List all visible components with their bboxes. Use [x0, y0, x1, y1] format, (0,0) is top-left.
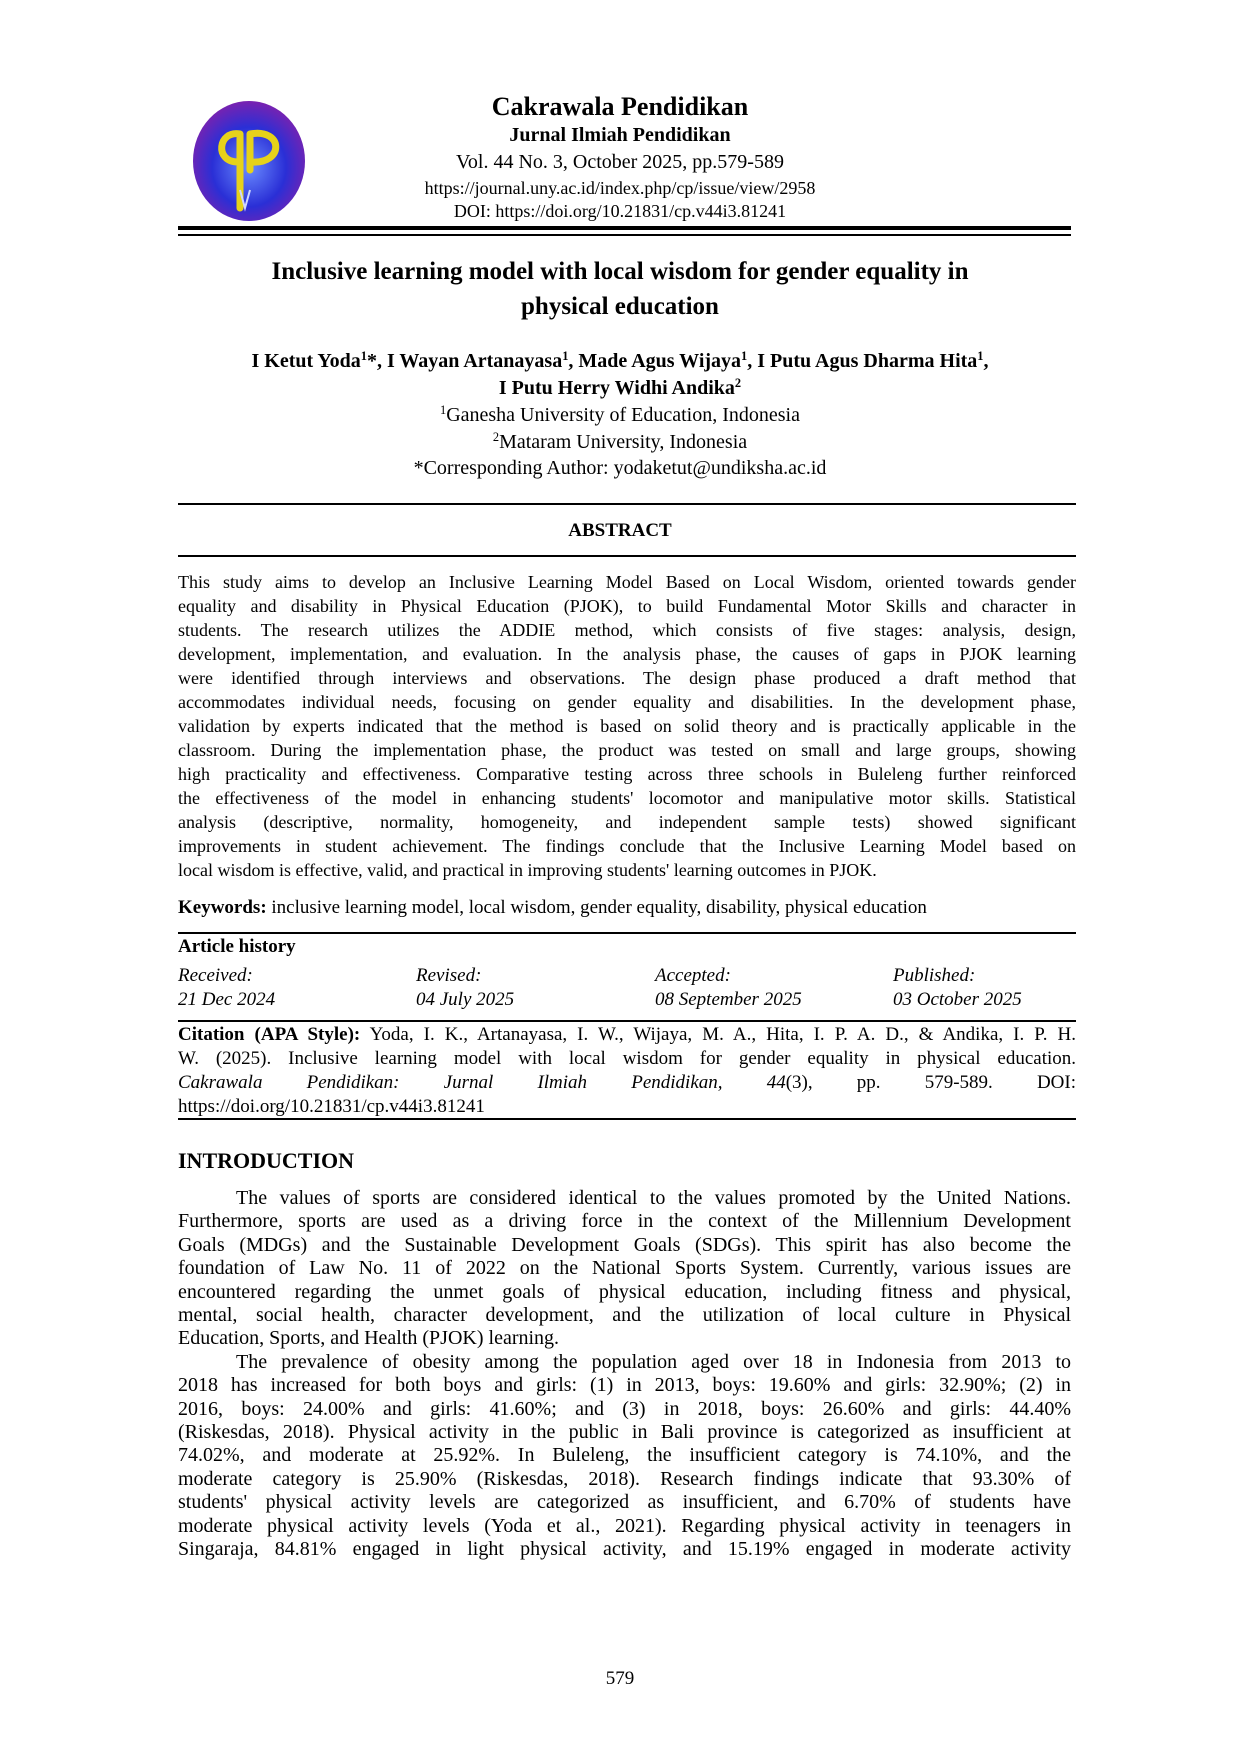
- abstract-rule-bottom: [178, 555, 1076, 557]
- affiliation-text: Ganesha University of Education, Indonesia: [446, 404, 800, 426]
- introduction-line: (Riskesdas, 2018). Physical activity in the public in Bali province is categorized as insufficient at: [178, 1421, 1071, 1443]
- logo-cp-icon: [188, 100, 310, 222]
- author-sep: *,: [366, 350, 387, 372]
- revised-label: Revised:: [416, 965, 482, 986]
- citation-journal: Cakrawala Pendidikan: Jurnal Ilmiah Pendidikan,: [178, 1072, 723, 1093]
- journal-volume: Vol. 44 No. 3, October 2025, pp.579-589: [456, 151, 784, 173]
- author-sup: 2: [734, 376, 742, 391]
- introduction-line: 2018 has increased for both boys and girls: (1) in 2013, boys: 19.60% and girls: 32.90%; (2) in: [178, 1374, 1071, 1397]
- issue-url-link[interactable]: https://journal.uny.ac.id/index.php/cp/issue/view/2958: [424, 178, 816, 198]
- abstract-line: validation by experts indicated that the method is based on solid theory and is practically applicable in the: [178, 716, 1076, 736]
- citation-label: Citation (APA Style):: [178, 1024, 361, 1045]
- introduction-line: The prevalence of obesity among the population aged over 18 in Indonesia from 2013 to: [236, 1350, 1071, 1373]
- article-title-line-1: Inclusive learning model with local wisdom for gender equality in: [271, 258, 969, 285]
- author-sup: 1: [977, 349, 984, 364]
- author-sep: ,: [568, 350, 579, 372]
- citation-line-3: [178, 1072, 1076, 1094]
- affiliation-text: Mataram University, Indonesia: [499, 431, 748, 453]
- history-rule-bottom: [178, 1020, 1076, 1022]
- author-name: I Wayan Artanayasa: [386, 350, 563, 372]
- revised-date: 04 July 2025: [416, 989, 515, 1010]
- published-date: 03 October 2025: [893, 989, 1022, 1010]
- keywords-value: inclusive learning model, local wisdom, gender equality, disability, physical education: [266, 897, 927, 918]
- affiliation-sup: 2: [492, 430, 500, 445]
- received-date: 21 Dec 2024: [178, 989, 276, 1010]
- introduction-line: 74.02%, and moderate at 25.92%. In Buleleng, the insufficient category is 74.10%, and the: [178, 1444, 1071, 1467]
- author-name: I Putu Agus Dharma Hita: [757, 350, 978, 372]
- affiliation-1: [0, 404, 1240, 427]
- abstract-line: high practicality and effectiveness. Comparative testing across three schools in Buleleng further reinforced: [178, 764, 1076, 784]
- journal-subtitle: Jurnal Ilmiah Pendidikan: [509, 124, 731, 146]
- journal-logo: [188, 100, 310, 222]
- abstract-rule-top: [178, 503, 1076, 505]
- author-sep: ,: [983, 350, 989, 372]
- journal-doi-link[interactable]: DOI: https://doi.org/10.21831/cp.v44i3.81241: [453, 201, 787, 221]
- article-title-line-2: physical education: [521, 293, 719, 320]
- introduction-line: mental, social health, character development, and the utilization of local culture in Physical: [178, 1304, 1071, 1326]
- received-label: Received:: [178, 965, 253, 986]
- citation-doi-link[interactable]: https://doi.org/10.21831/cp.v44i3.81241: [178, 1096, 485, 1117]
- history-heading: Article history: [178, 936, 296, 957]
- author-name: I Putu Herry Widhi Andika: [498, 377, 735, 399]
- abstract-line: equality and disability in Physical Education (PJOK), to build Fundamental Motor Skills and character in: [178, 596, 1076, 616]
- abstract-line: were identified through interviews and observations. The design phase produced a draft method that: [178, 668, 1076, 688]
- citation-volume: 44: [766, 1072, 786, 1093]
- introduction-line: Furthermore, sports are used as a driving force in the context of the Millennium Development: [178, 1210, 1071, 1233]
- introduction-line: encountered regarding the unmet goals of physical education, including fitness and physical,: [178, 1280, 1071, 1303]
- introduction-line: Education, Sports, and Health (PJOK) learning.: [178, 1327, 560, 1350]
- page-number: 579: [605, 1668, 635, 1689]
- author-sup: 1: [741, 349, 748, 364]
- keywords: [178, 897, 927, 919]
- author-sup: 1: [360, 349, 367, 364]
- citation-line-1: [178, 1024, 1076, 1046]
- authors-line-2: [0, 377, 1240, 400]
- introduction-line: students' physical activity levels are categorized as insufficient, and 6.70% of students have: [178, 1491, 1071, 1514]
- abstract-line: analysis (descriptive, normality, homogeneity, and independent sample tests) showed significant: [178, 812, 1076, 832]
- introduction-line: The values of sports are considered identical to the values promoted by the United Nations.: [236, 1187, 1071, 1209]
- accepted-label: Accepted:: [655, 965, 731, 986]
- abstract-heading: ABSTRACT: [568, 520, 672, 541]
- introduction-line: moderate physical activity levels (Yoda et al., 2021). Regarding physical activity in teenagers in: [178, 1514, 1071, 1537]
- introduction-line: 2016, boys: 24.00% and girls: 41.60%; and (3) in 2018, boys: 26.60% and girls: 44.40%: [178, 1397, 1071, 1420]
- citation-pages: (3), pp. 579-589. DOI:: [785, 1072, 1077, 1093]
- corresponding-author: *Corresponding Author: yodaketut@undiksha.ac.id: [413, 457, 827, 479]
- abstract-line: students. The research utilizes the ADDIE method, which consists of five stages: analysis, design,: [178, 620, 1076, 640]
- introduction-line: Singaraja, 84.81% engaged in light physical activity, and 15.19% engaged in moderate activity: [178, 1538, 1071, 1560]
- published-label: Published:: [893, 965, 976, 986]
- history-rule-top: [178, 932, 1076, 934]
- abstract-line: the effectiveness of the model in enhancing students' locomotor and manipulative motor skills. Statistical: [178, 788, 1076, 808]
- author-name: I Ketut Yoda: [251, 350, 361, 372]
- abstract-line: classroom. During the implementation phase, the product was tested on small and large groups, showing: [178, 740, 1076, 760]
- affiliation-2: [0, 431, 1240, 454]
- abstract-line: local wisdom is effective, valid, and practical in improving students' learning outcomes in PJOK.: [178, 860, 877, 880]
- abstract-line: accommodates individual needs, focusing on gender equality and disabilities. In the development phase,: [178, 692, 1076, 712]
- author-sep: ,: [747, 350, 758, 372]
- introduction-line: Goals (MDGs) and the Sustainable Development Goals (SDGs). This spirit has also become the: [178, 1233, 1071, 1256]
- abstract-line: This study aims to develop an Inclusive Learning Model Based on Local Wisdom, oriented towards gender: [178, 572, 1076, 592]
- abstract-line: development, implementation, and evaluation. In the analysis phase, the causes of gaps in PJOK learning: [178, 644, 1076, 664]
- header-rule-thin: [178, 234, 1071, 236]
- author-name: Made Agus Wijaya: [578, 350, 742, 372]
- citation-rule: [178, 1118, 1076, 1120]
- accepted-date: 08 September 2025: [655, 989, 802, 1010]
- journal-name: Cakrawala Pendidikan: [491, 92, 749, 121]
- author-sup: 1: [562, 349, 569, 364]
- affiliation-sup: 1: [440, 403, 447, 418]
- citation-text: Yoda, I. K., Artanayasa, I. W., Wijaya, M. A., Hita, I. P. A. D., & Andika, I. P. H.: [360, 1024, 1076, 1045]
- introduction-line: moderate category is 25.90% (Riskesdas, 2018). Research findings indicate that 93.30% of: [178, 1467, 1071, 1490]
- introduction-line: foundation of Law No. 11 of 2022 on the National Sports System. Currently, various issues are: [178, 1257, 1071, 1280]
- keywords-label: Keywords:: [178, 897, 267, 918]
- authors-line-1: [0, 350, 1240, 373]
- introduction-heading: INTRODUCTION: [178, 1148, 355, 1173]
- header-rule-thick: [178, 226, 1071, 230]
- abstract-line: improvements in student achievement. The findings conclude that the Inclusive Learning Model based on: [178, 836, 1076, 856]
- citation-line-2: W. (2025). Inclusive learning model with local wisdom for gender equality in physical education.: [178, 1048, 1076, 1069]
